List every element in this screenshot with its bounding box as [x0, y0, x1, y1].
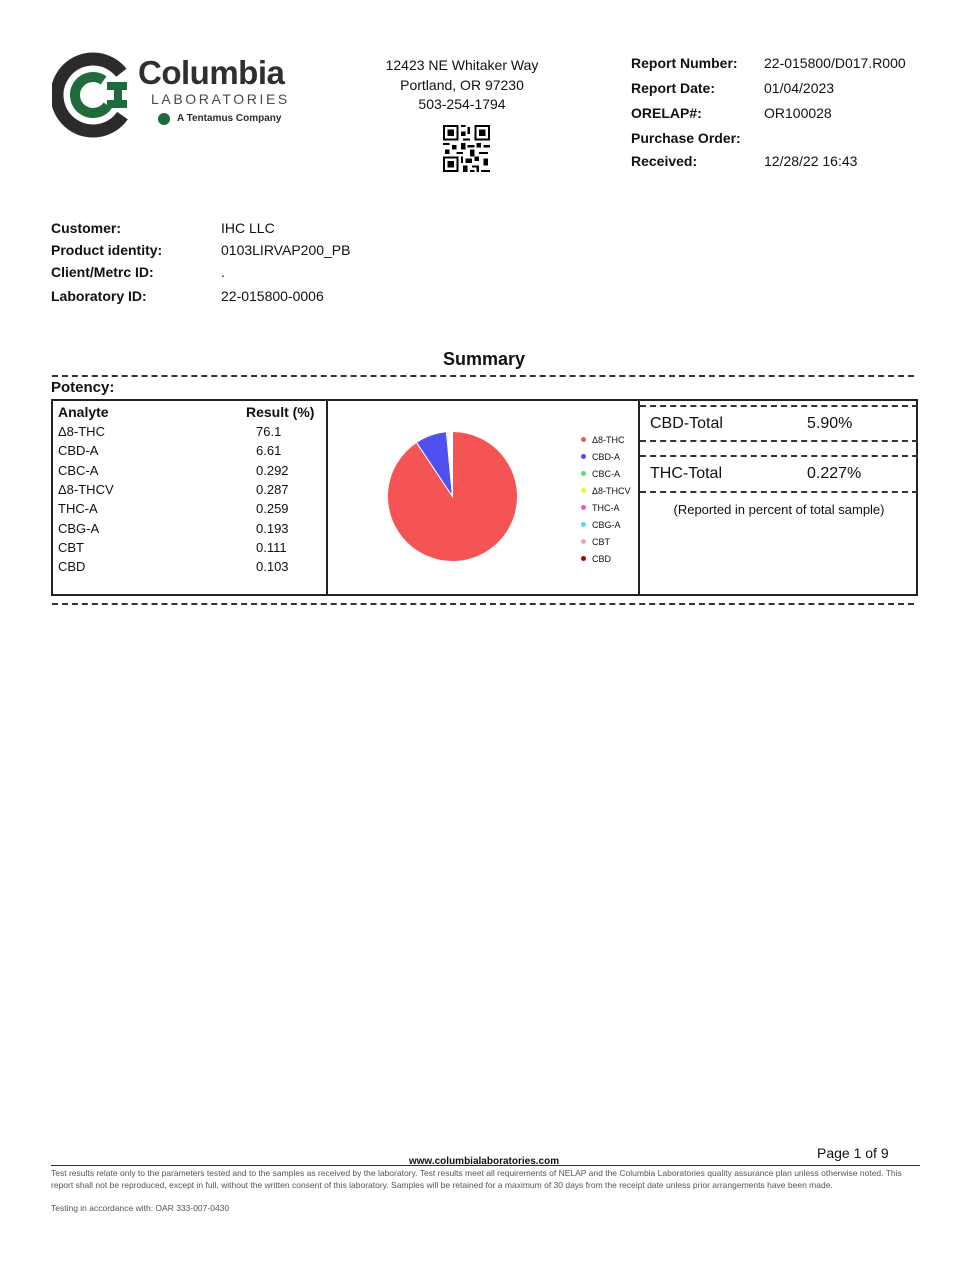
- legend-swatch: [581, 556, 586, 561]
- orelap-label: ORELAP#:: [631, 105, 702, 121]
- legend-item: [581, 485, 631, 497]
- laboratory-id: 22-015800-0006: [221, 288, 324, 304]
- address-city: Portland, OR 97230: [400, 76, 524, 93]
- company-tagline: A Tentamus Company: [177, 113, 282, 124]
- column-divider: [638, 399, 640, 596]
- legend-swatch: [581, 505, 586, 510]
- address-street: 12423 NE Whitaker Way: [385, 57, 539, 73]
- legend-swatch: [581, 454, 586, 459]
- totals-divider: [640, 405, 918, 407]
- lab-address: [362, 56, 562, 115]
- product-identity-label: Product identity:: [51, 242, 163, 258]
- legend-label: CBD: [592, 554, 612, 564]
- thc-total-label: THC-Total: [650, 465, 723, 482]
- reporting-note: (Reported in percent of total sample): [673, 502, 885, 517]
- analyte-name: CBT: [58, 540, 84, 555]
- cbd-total-value: 5.90%: [807, 415, 853, 432]
- legend-item: [581, 519, 621, 531]
- analyte-result: 0.103: [256, 559, 289, 574]
- report-date: 01/04/2023: [764, 80, 835, 96]
- analyte-result: 0.193: [256, 521, 289, 536]
- analyte-name: CBD-A: [58, 443, 99, 458]
- legend-swatch: [581, 471, 586, 476]
- received-date: 12/28/22 16:43: [764, 153, 858, 169]
- summary-divider-top: [52, 375, 914, 377]
- legend-item: [581, 451, 620, 463]
- purchase-order-label: Purchase Order:: [631, 130, 741, 146]
- totals-divider: [640, 455, 918, 457]
- analyte-name: CBG-A: [58, 521, 100, 536]
- address-phone: 503-254-1794: [418, 96, 506, 112]
- potency-heading: Potency:: [51, 379, 115, 396]
- legend-swatch: [581, 488, 586, 493]
- legend-item: [581, 553, 611, 565]
- analyte-name: CBD: [58, 559, 86, 574]
- report-number: 22-015800/D017.R000: [764, 55, 906, 71]
- thc-total-value: 0.227%: [807, 465, 862, 482]
- legend-label: CBD-A: [592, 452, 621, 462]
- report-number-label: Report Number:: [631, 55, 738, 71]
- legend-item: [581, 536, 610, 548]
- product-identity: 0103LIRVAP200_PB: [221, 242, 351, 258]
- analyte-name: THC-A: [58, 501, 98, 516]
- analyte-name: CBC-A: [58, 463, 99, 478]
- page-number: Page 1 of 9: [817, 1145, 889, 1161]
- footer-website-link[interactable]: www.columbialaboratories.com: [408, 1156, 560, 1167]
- legend-label: Δ8-THCV: [592, 486, 631, 496]
- analyte-result: 0.111: [256, 540, 287, 555]
- analyte-result: 6.61: [256, 443, 282, 458]
- legend-swatch: [581, 522, 586, 527]
- report-date-label: Report Date:: [631, 80, 716, 96]
- legend-label: CBT: [592, 537, 610, 547]
- summary-title: Summary: [442, 349, 526, 369]
- analyte-result: 76.1: [256, 424, 282, 439]
- qr-code-icon: [443, 125, 490, 172]
- totals-divider: [640, 491, 918, 493]
- analyte-result: 0.292: [256, 463, 289, 478]
- company-subtitle: LABORATORIES: [151, 91, 290, 107]
- legend-swatch: [581, 437, 586, 442]
- column-divider: [326, 399, 328, 596]
- laboratory-id-label: Laboratory ID:: [51, 288, 147, 304]
- legend-item: [581, 502, 620, 514]
- legend-swatch: [581, 539, 586, 544]
- potency-pie-chart: [384, 428, 521, 565]
- testing-standard: Testing in accordance with: OAR 333-007-0430: [51, 1203, 230, 1213]
- customer-name: IHC LLC: [221, 220, 275, 236]
- company-name: Columbia: [138, 54, 285, 91]
- received-label: Received:: [631, 153, 698, 169]
- summary-divider-bottom: [52, 603, 914, 605]
- customer-label: Customer:: [51, 220, 122, 236]
- legend-label: THC-A: [592, 503, 620, 513]
- cbd-total-label: CBD-Total: [650, 415, 723, 432]
- legend-label: CBC-A: [592, 469, 621, 479]
- legend-item: [581, 434, 625, 446]
- analyte-name: Δ8-THC: [58, 424, 105, 439]
- orelap-number: OR100028: [764, 105, 832, 121]
- client-metrc-label: Client/Metrc ID:: [51, 264, 154, 280]
- analyte-result: 0.259: [256, 501, 289, 516]
- client-metrc-id: .: [221, 264, 225, 280]
- footer-divider: [51, 1165, 920, 1166]
- analyte-name: Δ8-THCV: [58, 482, 114, 497]
- totals-divider: [640, 440, 918, 442]
- footer-disclaimer: Test results relate only to the parameters tested and to the samples as received by the laboratory. Test results meet all requirements of NELAP and the Columbia Laboratories quality assurance plan unless otherwise noted. This report shall not be reproduced, except in full, without the written consent of this laboratory. Samples will be retained for a maximum of 30 days from the receipt date unless prior arrangements have been made.: [51, 1168, 902, 1190]
- analyte-result: 0.287: [256, 482, 289, 497]
- pie-slice: [452, 432, 453, 497]
- legend-label: CBG-A: [592, 520, 621, 530]
- tentamus-mark-icon: [158, 113, 170, 125]
- legend-label: Δ8-THC: [592, 435, 625, 445]
- result-header: Result (%): [246, 404, 315, 420]
- analyte-header: Analyte: [58, 404, 109, 420]
- legend-item: [581, 468, 620, 480]
